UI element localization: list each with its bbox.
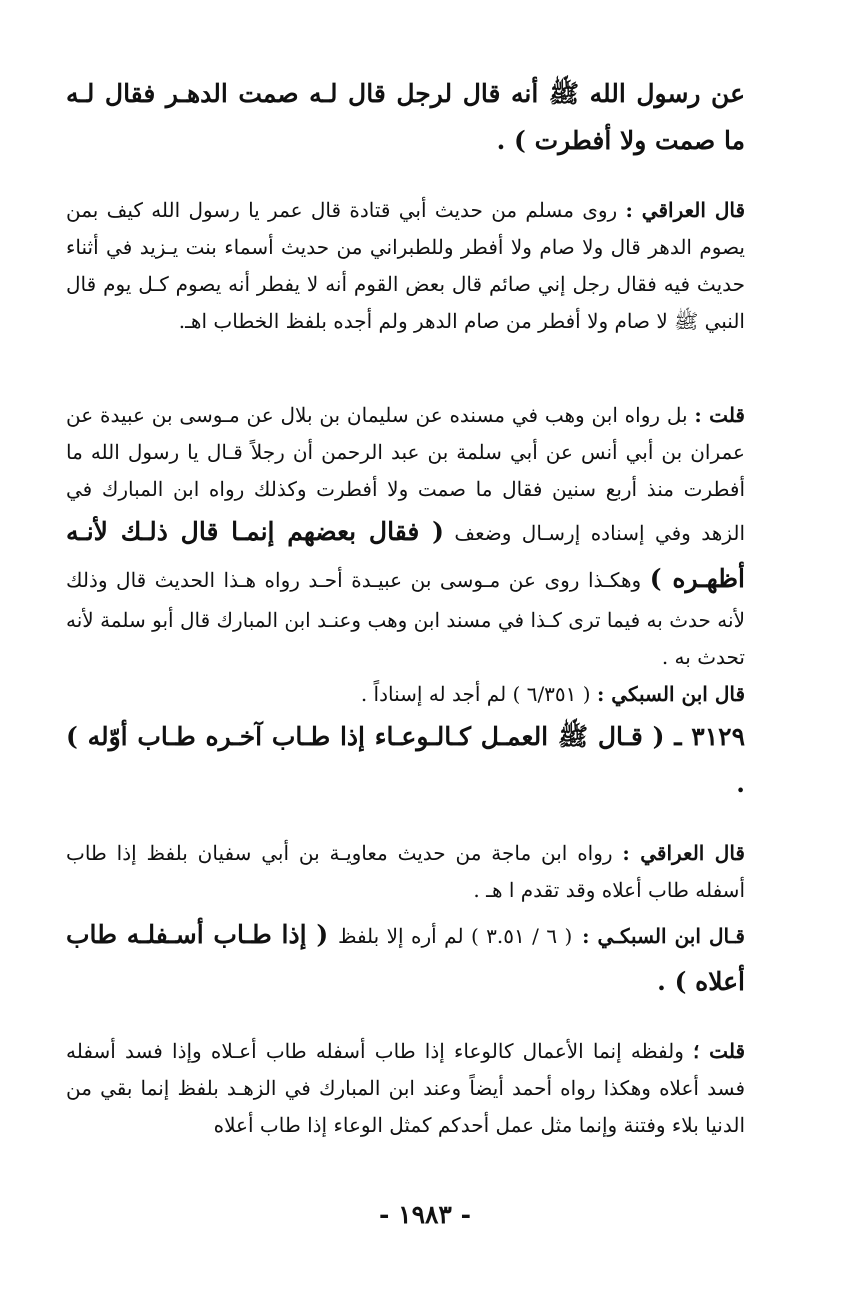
author-note-label-2: قلت ؛ [693,1039,746,1063]
page-number: - ١٩٨٣ - [379,1200,471,1229]
subki-label-2: قـال ابن السبكـي : [582,924,745,948]
hadith-text-content: عن رسول الله ﷺ أنه قال لرجل قال لـه صمت الدهـر فقال لـه ما صمت ولا أفطرت ) . [66,79,745,155]
author-note-text-3: ولفظه إنما الأعمال كالوعاء إذا طاب أسفله طاب أعـلاه وإذا فسد أسفله فسد أعلاه وهكذا رواه أحمد أيضاً وعند ابن المبارك في الزهـد بلفظ إنما بقي من الدنيا بلاء وفتنة وإنما مثل عمل أحدكم كمثل الوعاء إذا طاب أعلاه [66,1039,745,1137]
author-note [66,397,745,676]
author-note-2 [66,1033,745,1144]
subki-bold-quote-2: ( إذا طـاب أسـفلـه طاب أعلاه ) . [66,920,745,996]
iraqi-commentary-2 [66,835,745,909]
hadith-3129 [66,713,745,807]
subki-text: ( ٦/٣٥١ ) لم أجد له إسناداً . [360,682,591,706]
subki-note [66,676,745,713]
iraqi-label: قال العراقي : [625,198,745,222]
iraqi-label-2: قال العراقي : [622,841,745,865]
author-note-label: قلت : [694,403,745,427]
iraqi-text-2: رواه ابن ماجة من حديث معاويـة بن أبي سفيان بلفظ إذا طاب أسفله طاب أعلاه وقد تقدم ا هـ . [66,841,745,902]
subki-note-2 [66,911,745,1005]
iraqi-commentary [66,192,745,340]
hadith-3129-text: ٣١٢٩ ـ ( قـال ﷺ العمـل كـالـوعـاء إذا طـاب آخـره طـاب أوّله ) . [66,722,745,798]
author-note-bold-quote: ( فقال بعضهم إنمـا قال ذلـك لأنـه أظهـره ) [66,517,746,593]
author-note-text-1: بل رواه ابن وهب في مسنده عن سليمان بن بلال عن مـوسى بن عبيدة عن عمران بن أبي أنس عن أبي سلمة بن عبد الرحمن أن رجلاً قـال يا رسول الله ما أفطرت منذ أربع سنين فقال ما صمت ولا أفطرت وكذلك رواه ابن المبارك في الزهد وفي إسناده إرسـال وضعف [66,403,746,545]
hadith-text [66,70,745,164]
subki-label: قال ابن السبكي : [596,682,745,706]
subki-text-2: ( ٦ / ٣.٥١ ) لم أره إلا بلفظ [337,924,573,948]
author-note-text-2: وهكـذا روى عن مـوسى بن عبيـدة أحـد رواه هـذا الحديث قال وذلك لأنه حدث به فيما ترى كـذا في مسند ابن وهب وعنـد ابن المبارك قال أبو سلمة لأنه تحدث به . [66,568,745,669]
iraqi-text: روى مسلم من حديث أبي قتادة قال عمر يا رسول الله كيف بمن يصوم الدهر قال ولا صام ولا أفطر وللطبراني من حديث أسماء بنت يـزيد في أثناء حديث فيه فقال رجل إني صائم قال بعض القوم أنه لا يفطر أنه يصوم كـل يوم قال النبي ﷺ لا صام ولا أفطر من صام الدهر ولم أجده بلفظ الخطاب اهـ. [66,198,745,333]
